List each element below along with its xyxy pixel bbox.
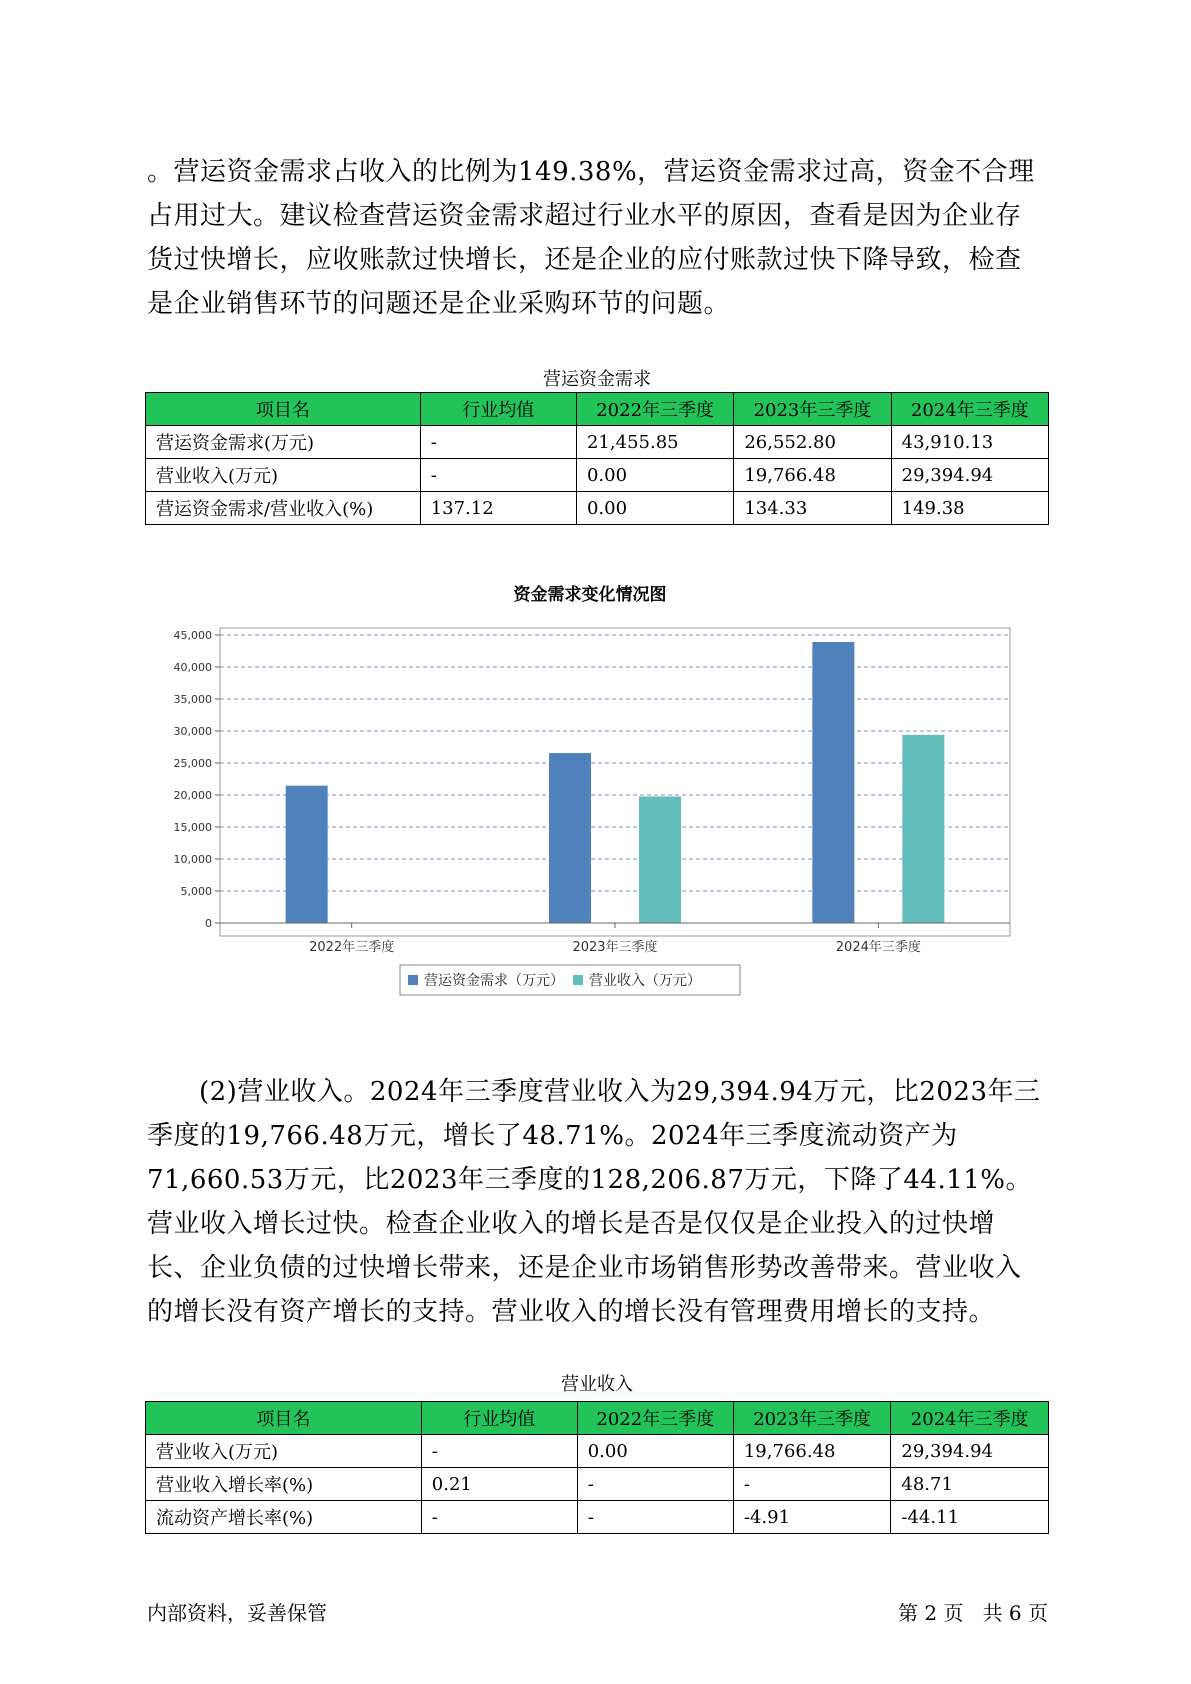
table-cell: 0.21 bbox=[421, 1468, 577, 1501]
table-cell: 137.12 bbox=[420, 492, 576, 525]
table-row bbox=[146, 426, 1049, 459]
y-tick-label: 0 bbox=[205, 917, 212, 930]
table-cell: - bbox=[420, 426, 576, 459]
table-cell: - bbox=[421, 1435, 577, 1468]
footer-confidential-note: 内部资料，妥善保管 bbox=[147, 1601, 327, 1625]
x-tick-label: 2023年三季度 bbox=[572, 940, 658, 955]
table-cell: 29,394.94 bbox=[891, 459, 1048, 492]
table-cell: 19,766.48 bbox=[734, 459, 891, 492]
header-cell: 2022年三季度 bbox=[576, 393, 733, 426]
table-cell: - bbox=[733, 1468, 891, 1501]
table-row bbox=[146, 1468, 1049, 1501]
header-cell: 项目名 bbox=[146, 393, 421, 426]
bar bbox=[549, 753, 591, 923]
bar-layer bbox=[286, 642, 945, 923]
table-cell: - bbox=[421, 1501, 577, 1534]
y-tick-label: 5,000 bbox=[180, 885, 212, 898]
bar bbox=[286, 786, 328, 923]
y-tick-label: 45,000 bbox=[173, 629, 212, 642]
header-cell: 行业均值 bbox=[420, 393, 576, 426]
table-cell: 21,455.85 bbox=[576, 426, 733, 459]
paragraph-working-capital: 。营运资金需求占收入的比例为149.38%，营运资金需求过高，资金不合理占用过大。建议检查营运资金需求超过行业水平的原因，查看是因为企业存货过快增长，应收账款过快增长，还是企业的应付账款过快下降导致，检查是企业销售环节的问题还是企业采购环节的问题。 bbox=[147, 157, 1035, 319]
table-cell: -44.11 bbox=[891, 1501, 1049, 1534]
header-cell: 2023年三季度 bbox=[733, 1402, 891, 1435]
table-cell: 营运资金需求/营业收入(%) bbox=[146, 492, 421, 525]
x-tick-label: 2022年三季度 bbox=[309, 940, 395, 955]
table-header-row bbox=[146, 393, 1049, 426]
table-cell: 43,910.13 bbox=[891, 426, 1048, 459]
bar bbox=[812, 642, 854, 923]
table-cell: 营业收入增长率(%) bbox=[146, 1468, 422, 1501]
table-cell: 营运资金需求(万元) bbox=[146, 426, 421, 459]
revenue-table bbox=[145, 1401, 1049, 1534]
legend-swatch bbox=[408, 975, 418, 985]
table-row bbox=[146, 492, 1049, 525]
chart-svg bbox=[150, 580, 1030, 1030]
table-cell: 0.00 bbox=[576, 459, 733, 492]
working-capital-table bbox=[145, 392, 1049, 525]
x-tick-label: 2024年三季度 bbox=[835, 940, 921, 955]
table-cell: 19,766.48 bbox=[733, 1435, 891, 1468]
table-cell: 149.38 bbox=[891, 492, 1048, 525]
legend-label: 营业收入（万元） bbox=[589, 973, 701, 989]
y-tick-label: 20,000 bbox=[173, 789, 212, 802]
header-cell: 2024年三季度 bbox=[891, 393, 1048, 426]
table-row bbox=[146, 1435, 1049, 1468]
table-cell: 26,552.80 bbox=[734, 426, 891, 459]
table-caption-working-capital: 营运资金需求 bbox=[543, 369, 651, 390]
y-tick-label: 15,000 bbox=[173, 821, 212, 834]
legend-label: 营运资金需求（万元） bbox=[424, 973, 564, 989]
table-cell: 0.00 bbox=[576, 492, 733, 525]
bar bbox=[639, 796, 681, 923]
y-tick-label: 30,000 bbox=[173, 725, 212, 738]
paragraph-revenue: (2)营业收入。2024年三季度营业收入为29,394.94万元，比2023年三季度的19,766.48万元，增长了48.71%。2024年三季度流动资产为71,660.53万元，比2023年三季度的128,206.87万元，下降了44.11%。营业收入增长过快。检查企业收入的增长是否是仅仅是企业投入的过快增长、企业负债的过快增长带来，还是企业市场销售形势改善带来。营业收入的增长没有资产增长的支持。营业收入的增长没有管理费用增长的支持。 bbox=[147, 1077, 1041, 1327]
working-capital-chart bbox=[150, 580, 1030, 1030]
table-cell: - bbox=[420, 459, 576, 492]
table-header-row bbox=[146, 1402, 1049, 1435]
table-cell: 流动资产增长率(%) bbox=[146, 1501, 422, 1534]
chart-legend bbox=[400, 965, 740, 995]
table-cell: -4.91 bbox=[733, 1501, 891, 1534]
bar bbox=[902, 735, 944, 923]
y-tick-label: 25,000 bbox=[173, 757, 212, 770]
table-cell: - bbox=[577, 1468, 733, 1501]
header-cell: 2022年三季度 bbox=[577, 1402, 733, 1435]
header-cell: 行业均值 bbox=[421, 1402, 577, 1435]
legend-swatch bbox=[573, 975, 583, 985]
table-cell: 营业收入(万元) bbox=[146, 1435, 422, 1468]
table-row bbox=[146, 459, 1049, 492]
table-cell: 29,394.94 bbox=[891, 1435, 1049, 1468]
table-cell: 0.00 bbox=[577, 1435, 733, 1468]
plot-area bbox=[220, 628, 1010, 936]
header-cell: 2024年三季度 bbox=[891, 1402, 1049, 1435]
header-cell: 2023年三季度 bbox=[734, 393, 891, 426]
header-cell: 项目名 bbox=[146, 1402, 422, 1435]
chart-title: 资金需求变化情况图 bbox=[513, 585, 667, 605]
y-tick-label: 35,000 bbox=[173, 693, 212, 706]
table-row bbox=[146, 1501, 1049, 1534]
footer-page-number: 第 2 页 共 6 页 bbox=[898, 1601, 1048, 1625]
y-tick-label: 10,000 bbox=[173, 853, 212, 866]
table-cell: 48.71 bbox=[891, 1468, 1049, 1501]
table-cell: 134.33 bbox=[734, 492, 891, 525]
y-tick-label: 40,000 bbox=[173, 661, 212, 674]
grid-layer bbox=[220, 635, 1010, 891]
table-caption-revenue: 营业收入 bbox=[561, 1374, 633, 1395]
table-cell: 营业收入(万元) bbox=[146, 459, 421, 492]
table-cell: - bbox=[577, 1501, 733, 1534]
